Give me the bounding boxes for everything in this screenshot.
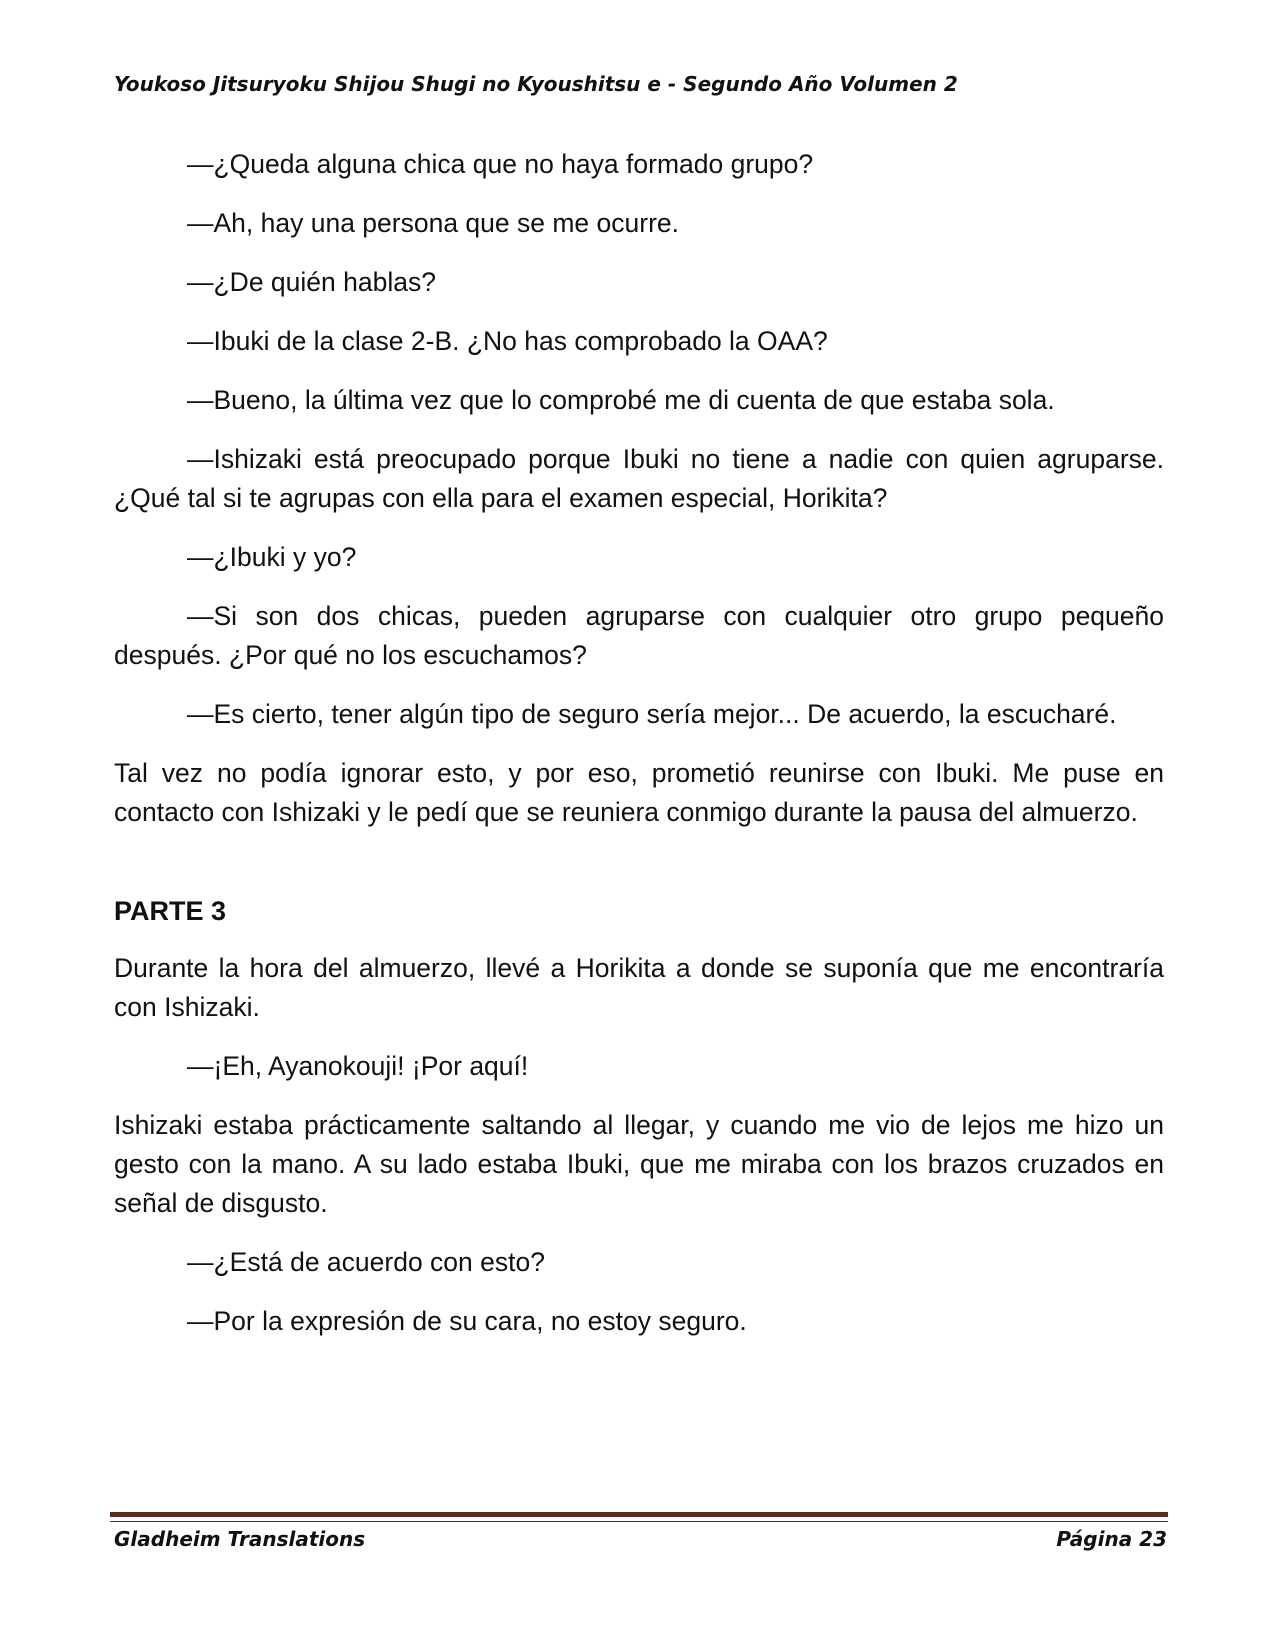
section-heading: PARTE 3 xyxy=(114,896,227,926)
paragraph: —¿Está de acuerdo con esto? xyxy=(187,1247,545,1277)
paragraph: —Ishizaki está preocupado porque Ibuki no tiene a nadie con quien agruparse. ¿Qué tal si te agrupas con ella para el examen especial, Horikita? xyxy=(114,444,1164,513)
paragraph: —Bueno, la última vez que lo comprobé me di cuenta de que estaba sola. xyxy=(187,385,1055,415)
paragraph: —Es cierto, tener algún tipo de seguro sería mejor... De acuerdo, la escucharé. xyxy=(187,699,1117,729)
footer-credit: Gladheim Translations xyxy=(114,1527,366,1551)
paragraph: Tal vez no podía ignorar esto, y por eso, prometió reunirse con Ibuki. Me puse en contacto con Ishizaki y le pedí que se reuniera conmigo durante la pausa del almuerzo. xyxy=(114,758,1164,827)
paragraph: —¿Ibuki y yo? xyxy=(187,542,357,572)
paragraph: —Por la expresión de su cara, no estoy seguro. xyxy=(187,1306,747,1336)
paragraph: —Si son dos chicas, pueden agruparse con cualquier otro grupo pequeño después. ¿Por qué no los escuchamos? xyxy=(114,601,1164,670)
paragraph: —Ah, hay una persona que se me ocurre. xyxy=(187,208,680,238)
paragraph: —¿De quién hablas? xyxy=(187,267,436,297)
paragraph: —¡Eh, Ayanokouji! ¡Por aquí! xyxy=(187,1051,529,1081)
paragraph: —Ibuki de la clase 2-B. ¿No has comprobado la OAA? xyxy=(187,326,828,356)
body-text xyxy=(114,145,1164,1361)
paragraph: —¿Queda alguna chica que no haya formado grupo? xyxy=(187,149,814,179)
paragraph: Ishizaki estaba prácticamente saltando al llegar, y cuando me vio de lejos me hizo un gesto con la mano. A su lado estaba Ibuki, que me miraba con los brazos cruzados en señal de disgusto. xyxy=(114,1110,1164,1218)
footer-divider-thin xyxy=(110,1521,1168,1522)
footer-divider xyxy=(110,1512,1168,1517)
page-number: Página 23 xyxy=(1056,1527,1167,1551)
running-header: Youkoso Jitsuryoku Shijou Shugi no Kyoushitsu e - Segundo Año Volumen 2 xyxy=(114,72,958,96)
paragraph: Durante la hora del almuerzo, llevé a Horikita a donde se suponía que me encontraría con Ishizaki. xyxy=(114,953,1164,1022)
